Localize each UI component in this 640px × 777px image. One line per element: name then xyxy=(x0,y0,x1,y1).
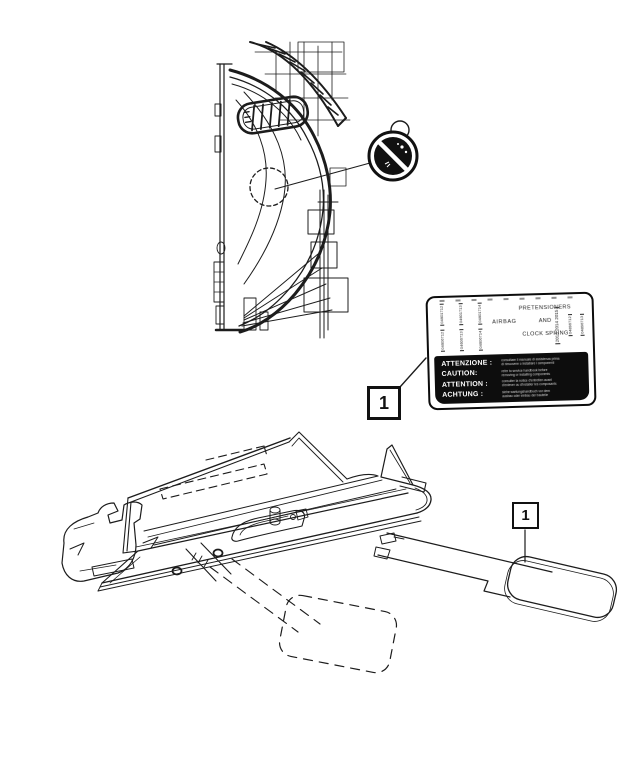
label-title-line: CLOCK SPRING xyxy=(522,330,569,338)
warning-text-line: removing or installing components xyxy=(501,371,551,378)
warning-text-line: consultare il manuale di assistenza prima xyxy=(501,356,560,363)
warning-text-line: di rimuovere o installare i componenti xyxy=(501,361,555,367)
warning-text xyxy=(502,378,557,388)
warning-text xyxy=(502,388,550,398)
warning-text-line: ausbau oder einbau der bauteile xyxy=(502,392,549,398)
label-part-code-columns-right xyxy=(552,299,589,352)
warning-text-line: refer to service handbook before xyxy=(501,367,548,373)
part-code: 04606714 xyxy=(477,330,483,349)
part-code: 04601712 xyxy=(438,306,445,325)
label-title-line: PRETENSIONERS xyxy=(518,304,572,312)
warning-text xyxy=(501,368,550,378)
part-code: 04601714 xyxy=(476,305,483,324)
part-code: 04896712 xyxy=(567,316,573,335)
warning-language-label: CAUTION: xyxy=(441,370,478,379)
warning-text-line: consulter la notice d'entretien avant xyxy=(501,377,552,384)
label-title-line: AND xyxy=(538,317,552,325)
panel-end-fin xyxy=(381,445,426,492)
airbag-text: AIRBAG xyxy=(492,318,517,326)
label-strip-part xyxy=(374,533,620,625)
warning-text-line: d'enlever ou d'installer les composants xyxy=(501,381,557,388)
part-code: 04896713 xyxy=(579,316,585,334)
model-years: 2013 2014 2015 xyxy=(555,307,561,344)
glove-box-panel-drawing xyxy=(40,425,630,680)
label-part-code-columns-left xyxy=(433,302,490,354)
label-ghost-outline xyxy=(277,593,399,675)
warning-language-label: ATTENZIONE : xyxy=(441,359,493,368)
callout-1-upper[interactable] xyxy=(367,386,401,420)
warning-text xyxy=(501,357,560,367)
warning-language-label: ACHTUNG : xyxy=(442,390,484,400)
airbag-warning-label xyxy=(425,292,596,411)
screw-hole xyxy=(214,550,223,557)
part-code: 04601713 xyxy=(457,305,464,324)
warning-text-line: siehe wartungshandbuch vor dem xyxy=(502,388,551,394)
part-code: 04606713 xyxy=(458,331,464,350)
label-warning-panel xyxy=(434,352,589,404)
warning-language-label: ATTENTION : xyxy=(441,380,489,389)
warning-row-german xyxy=(435,387,589,400)
callout-1-lower[interactable] xyxy=(512,502,539,529)
callout-number: 1 xyxy=(521,507,530,524)
callout-number: 1 xyxy=(378,392,389,413)
part-code: 04606712 xyxy=(439,331,445,350)
back-wall-dashed-outline xyxy=(160,446,267,499)
